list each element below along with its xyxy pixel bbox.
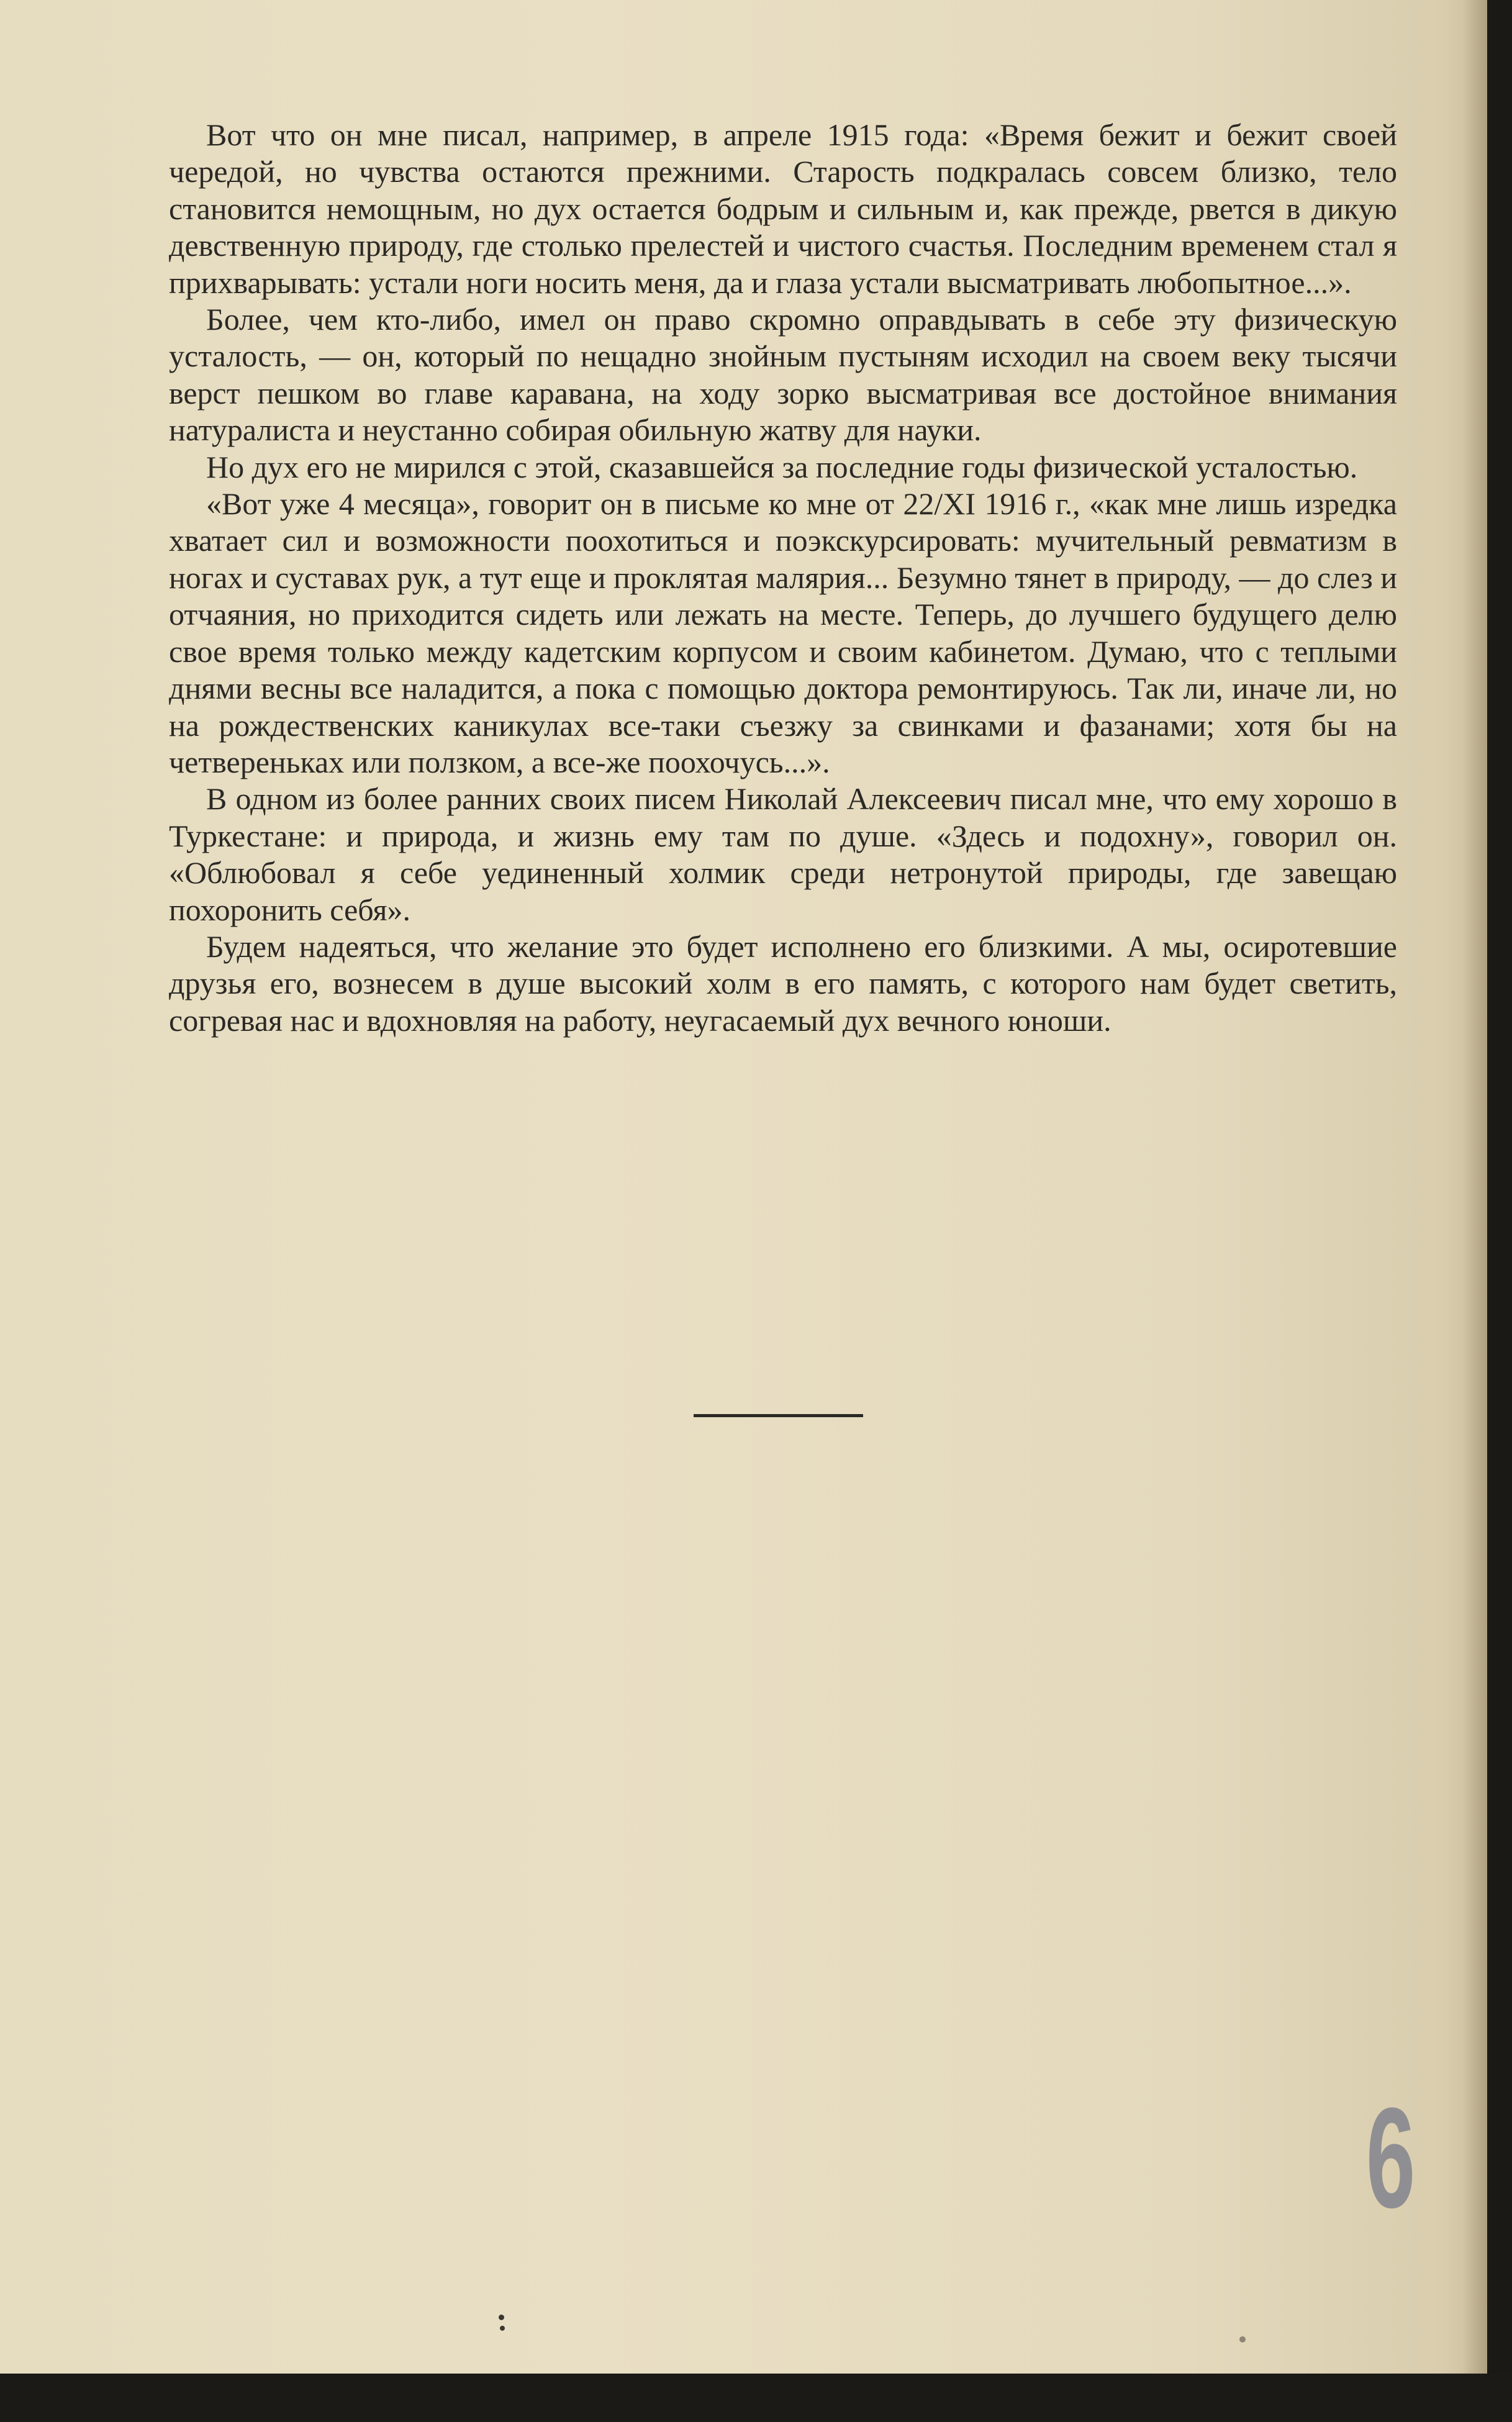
paragraph-6: Будем надеяться, что желание это будет исполнено его близкими. А мы, осиротевшие друзья его, вознесем в душе высокий холм в его память, с которого нам будет светить, согревая нас и вдохновляя на работу, неугасаемый дух вечного юноши. [169,928,1397,1038]
paragraph-2: Более, чем кто-либо, имел он право скромно оправдывать в себе эту физическую усталость, — он, который по нещадно знойным пустыням исходил на своем веку тысячи верст пешком во главе каравана, на ходу зорко высматривая все достойное внимания натуралиста и неустанно собирая обильную жатву для науки. [169,302,1397,448]
paragraph-5: В одном из более ранних своих писем Николай Алексеевич писал мне, что ему хорошо в Туркестане: и природа, и жизнь ему там по душе. «Здесь и подохну», говорил он. «Облюбовал я себе уединенный холмик среди нетронутой природы, где завещаю похоронить себя». [169,781,1397,927]
paragraph-3: Но дух его не мирился с этой, сказавшейся за последние годы физической усталостью. [206,449,1358,484]
binding-edge [1487,0,1512,2422]
paragraph-4: «Вот уже 4 месяца», говорит он в письме ко мне от 22/XI 1916 г., «как мне лишь изредка хватает сил и возможности поохотиться и поэкскурсировать: мучительный ревматизм в ногах и суставах рук, а тут еще и проклятая малярия... Безумно тянет в природу, — до слез и отчаяния, но приходится сидеть или лежать на месте. Теперь, до лучшего будущего делю свое время только между кадетским корпусом и своим кабинетом. Думаю, что с теплыми днями весны все наладится, а пока с помощью доктора ремонтируюсь. Так ли, иначе ли, но на рождественских каникулах все-таки съезжу за свинками и фазанами; хотя бы на четвереньках или ползком, а все-же поохочусь...». [169,486,1397,779]
print-speck [500,2326,505,2331]
print-speck [1239,2336,1246,2343]
body-text [169,117,1397,1039]
section-end-rule [694,1414,863,1417]
paragraph-1: Вот что он мне писал, например, в апреле 1915 года: «Время бежит и бежит своей чередой, но чувства остаются прежними. Старость подкралась совсем близко, тело становится немощным, но дух остается бодрым и сильным и, как прежде, рвется в дикую девственную природу, где столько прелестей и чистого счастья. Последним временем стал я прихварывать: устали ноги носить меня, да и глаза устали высматривать любопытное...». [169,117,1397,300]
page-number: 6 [1366,2078,1416,2238]
print-speck [499,2315,504,2320]
scan-bottom-edge [0,2374,1512,2422]
